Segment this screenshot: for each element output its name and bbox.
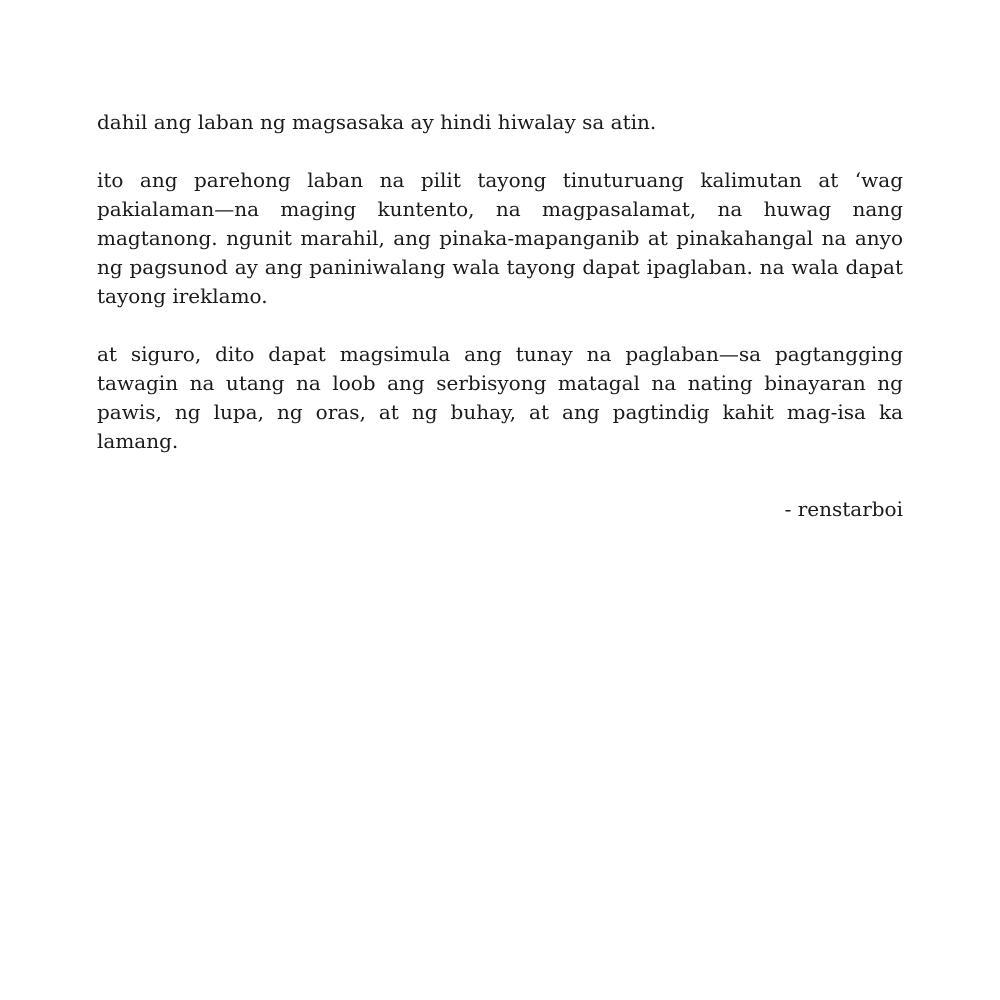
author-signature: - renstarboi xyxy=(784,497,903,521)
document-body xyxy=(97,108,903,524)
paragraph-3: at siguro, dito dapat magsimula ang tunay na paglaban—sa pagtangging tawagin na utang na loob ang serbisyong matagal na nating binayaran ng pawis, ng lupa, ng oras, at ng buhay, at ang pagtindig kahit mag-isa ka lamang. xyxy=(97,342,903,453)
paragraph-1: dahil ang laban ng magsasaka ay hindi hiwalay sa atin. xyxy=(97,110,657,134)
paragraph-2: ito ang parehong laban na pilit tayong tinuturuang kalimutan at ‘wag pakialaman—na maging kuntento, na magpasalamat, na huwag nang magtanong. ngunit marahil, ang pinaka-mapanganib at pinakahangal na anyo ng pagsunod ay ang paniniwalang wala tayong dapat ipaglaban. na wala dapat tayong ireklamo. xyxy=(97,168,903,308)
